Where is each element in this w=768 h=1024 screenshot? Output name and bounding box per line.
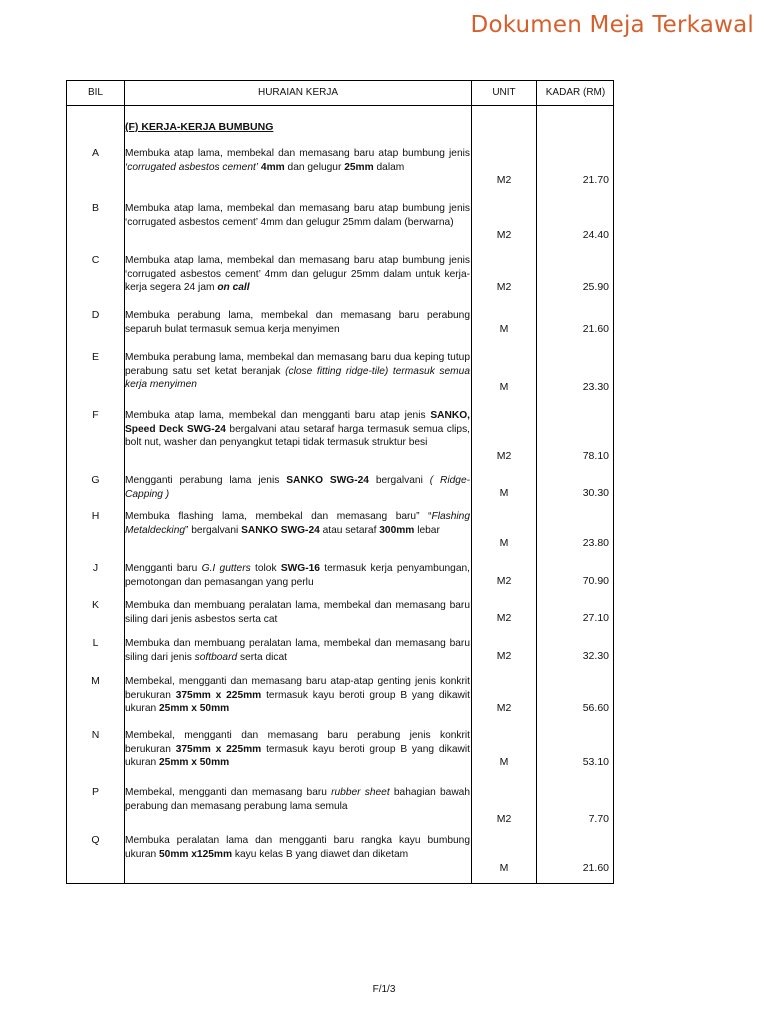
- row-bil: L: [92, 637, 99, 649]
- description-segment: atau setaraf: [319, 524, 380, 536]
- row-rate: 78.10: [582, 450, 609, 462]
- row-rate: 70.90: [582, 575, 609, 587]
- description-segment: tolok: [250, 563, 281, 574]
- description-segment: lebar: [414, 524, 440, 536]
- description-segment: SANKO SWG-24: [241, 524, 320, 536]
- description-segment: Membekal, mengganti dan memasang baru perabung jenis konkrit berukuran: [125, 730, 470, 755]
- description-segment: dalam: [373, 161, 405, 173]
- description-segment: Membekal, mengganti dan memasang baru: [125, 787, 332, 798]
- description-segment: Mengganti baru: [125, 563, 202, 574]
- row-unit: M: [499, 537, 509, 549]
- header-kadar: KADAR (RM): [545, 87, 606, 98]
- description-segment: 300mm: [379, 524, 415, 536]
- header-divider: [67, 105, 613, 106]
- row-bil: J: [92, 562, 99, 574]
- row-unit: M: [499, 381, 509, 393]
- row-rate: 23.80: [582, 537, 609, 549]
- row-bil: A: [91, 147, 99, 159]
- row-unit: M2: [496, 813, 512, 825]
- description-segment: SWG-16: [280, 563, 320, 574]
- row-bil: G: [91, 474, 100, 486]
- description-segment: 50mm x125mm: [158, 848, 233, 860]
- row-unit: M2: [496, 229, 512, 241]
- description-segment: Membuka perabung lama, membekal dan memasang baru perabung separuh bulat termasuk semua kerja menyimen: [125, 310, 470, 335]
- row-description: [125, 474, 470, 501]
- row-description: [125, 675, 470, 716]
- row-unit: M2: [496, 650, 512, 662]
- row-unit: M2: [496, 281, 512, 293]
- row-rate: 21.60: [582, 862, 609, 874]
- description-segment: termasuk kayu beroti group B yang dikawit ukuran: [125, 743, 470, 768]
- row-description: [125, 510, 470, 537]
- row-bil: D: [91, 309, 100, 321]
- row-description: [125, 351, 470, 392]
- description-segment: 25mm: [344, 161, 374, 173]
- description-segment: bergalvani atau setaraf harga termasuk semua clips, bolt nut, washer dan penyangkut tetapi tidak termasuk struktur besi: [125, 423, 471, 448]
- row-rate: 56.60: [582, 702, 609, 714]
- row-rate: 53.10: [582, 756, 609, 768]
- description-segment: Membekal, mengganti dan memasang baru atap-atap genting jenis konkrit berukuran: [125, 676, 470, 701]
- description-segment: Membuka perabung lama, membekal dan memasang baru dua keping tutup perabung satu set ketat beranjak: [125, 352, 470, 377]
- description-segment: kayu kelas B yang diawet dan diketam: [232, 848, 409, 860]
- description-segment: 375mm x 225mm: [175, 743, 262, 755]
- row-rate: 30.30: [582, 487, 609, 499]
- row-rate: 7.70: [588, 813, 609, 825]
- row-rate: 24.40: [582, 229, 609, 241]
- description-segment: termasuk kayu beroti group B yang dikawit ukuran: [125, 689, 470, 714]
- row-unit: M2: [496, 702, 512, 714]
- row-unit: M: [499, 862, 509, 874]
- row-bil: E: [91, 351, 99, 363]
- row-description: [125, 637, 470, 664]
- row-bil: H: [91, 510, 100, 522]
- description-segment: ( Ridge-Capping ): [125, 475, 471, 500]
- description-segment: SANKO, Speed Deck SWG-24: [125, 410, 470, 435]
- row-rate: 32.30: [582, 650, 609, 662]
- row-description: [125, 786, 470, 813]
- description-segment: softboard: [194, 651, 238, 663]
- row-bil: F: [92, 409, 99, 421]
- description-segment: (close fitting ridge-tile) termasuk semua kerja menyimen: [125, 365, 470, 390]
- row-description: [125, 147, 470, 174]
- row-rate: 27.10: [582, 612, 609, 624]
- row-description: [125, 202, 470, 229]
- row-unit: M: [499, 487, 509, 499]
- header-bil: BIL: [87, 87, 103, 98]
- description-segment: Membuka atap lama, membekal dan mengganti baru atap jenis: [125, 410, 431, 421]
- description-segment: ” bergalvani: [185, 524, 242, 536]
- row-bil: B: [91, 202, 99, 214]
- row-description: [125, 254, 470, 295]
- description-segment: Membuka dan membuang peralatan lama, membekal dan memasang baru siling dari jenis: [125, 638, 470, 663]
- page-number: F/1/3: [372, 984, 396, 995]
- description-segment: ‘corrugated asbestos cement’: [125, 161, 259, 173]
- row-unit: M2: [496, 174, 512, 186]
- row-bil: M: [91, 675, 100, 687]
- row-rate: 25.90: [582, 281, 609, 293]
- header-huraian: HURAIAN KERJA: [257, 87, 338, 98]
- description-segment: on call: [217, 282, 250, 293]
- description-segment: SANKO SWG-24: [286, 475, 369, 486]
- section-title: (F) KERJA-KERJA BUMBUNG: [125, 121, 274, 133]
- row-bil: Q: [91, 834, 100, 846]
- row-rate: 21.60: [582, 323, 609, 335]
- row-description: [125, 309, 470, 336]
- row-unit: M: [499, 323, 509, 335]
- row-unit: M2: [496, 575, 512, 587]
- description-segment: G.I gutters: [201, 563, 251, 574]
- row-description: [125, 729, 470, 770]
- description-segment: bergalvani: [368, 475, 430, 486]
- description-segment: Membuka atap lama, membekal dan memasang baru atap bumbung jenis ‘corrugated asbestos cement’ 4mm dan gelugur 25mm dalam (berwarna): [125, 203, 470, 228]
- description-segment: serta dicat: [237, 651, 287, 663]
- row-bil: P: [91, 786, 99, 798]
- row-unit: M2: [496, 450, 512, 462]
- description-segment: 25mm x 50mm: [158, 703, 230, 714]
- description-segment: Membuka peralatan lama dan mengganti baru rangka kayu bumbung ukuran: [125, 835, 470, 860]
- description-segment: Membuka dan membuang peralatan lama, membekal dan memasang baru siling dari jenis asbestos serta cat: [125, 600, 470, 625]
- header-unit: UNIT: [492, 87, 516, 98]
- row-description: [125, 834, 470, 861]
- row-bil: N: [91, 729, 100, 741]
- description-segment: Flashing Metaldecking: [125, 511, 470, 536]
- description-segment: bahagian bawah perabung dan memasang perabung lama semula: [125, 787, 471, 812]
- row-description: [125, 409, 470, 450]
- row-unit: M: [499, 756, 509, 768]
- description-segment: Membuka flashing lama, membekal dan memasang baru” “: [125, 511, 432, 522]
- row-bil: C: [91, 254, 100, 266]
- row-description: [125, 562, 470, 589]
- description-segment: rubber sheet: [331, 787, 390, 798]
- row-rate: 21.70: [582, 174, 609, 186]
- row-description: [125, 599, 470, 626]
- row-bil: K: [91, 599, 99, 611]
- description-segment: dan gelugur: [284, 161, 345, 173]
- description-segment: Membuka atap lama, membekal dan memasang baru atap bumbung jenis ‘corrugated asbestos cement’ 4mm dan gelugur 25mm dalam untuk kerja-kerja segera 24 jam: [125, 255, 470, 293]
- description-segment: termasuk kerja penyambungan, pemotongan dan pemasangan yang perlu: [125, 563, 470, 588]
- document-watermark: Dokumen Meja Terkawal: [470, 12, 754, 38]
- description-segment: Mengganti perabung lama jenis: [125, 475, 287, 486]
- row-unit: M2: [496, 612, 512, 624]
- description-segment: 375mm x 225mm: [175, 689, 262, 701]
- description-segment: Membuka atap lama, membekal dan memasang baru atap bumbung jenis: [125, 148, 470, 159]
- description-segment: 25mm x 50mm: [158, 757, 230, 768]
- description-segment: 4mm: [260, 161, 285, 173]
- rate-table: [66, 80, 614, 884]
- row-rate: 23.30: [582, 381, 609, 393]
